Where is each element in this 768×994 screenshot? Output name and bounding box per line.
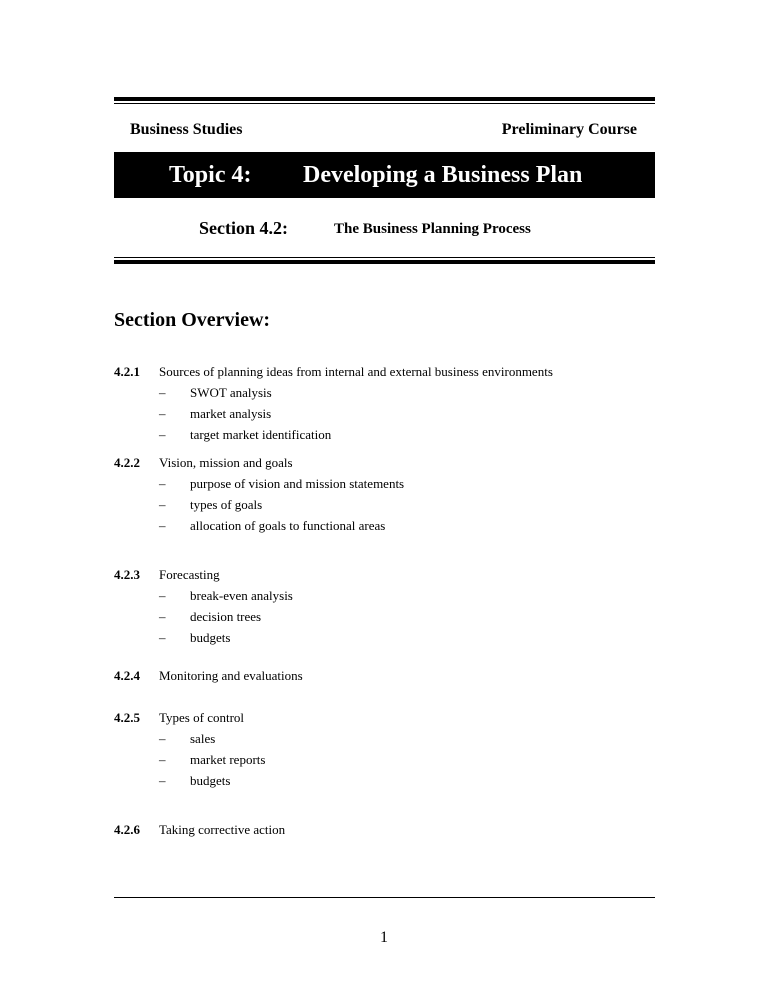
bullet-text: purpose of vision and mission statements bbox=[190, 476, 405, 491]
bullet-text: types of goals bbox=[190, 497, 263, 512]
header-bottom-double-rule bbox=[114, 257, 655, 264]
top-double-rule bbox=[114, 97, 655, 104]
bullet-text: break-even analysis bbox=[190, 588, 293, 603]
bullet-item bbox=[159, 473, 405, 494]
topic-label: Topic 4: bbox=[169, 162, 252, 188]
bullet-text: allocation of goals to functional areas bbox=[190, 518, 386, 533]
bullet-dash: – bbox=[159, 406, 166, 421]
item-text: Forecasting bbox=[159, 567, 220, 582]
item-text: Taking corrective action bbox=[159, 822, 286, 837]
bullet-dash: – bbox=[159, 427, 166, 442]
bullet-item bbox=[159, 494, 387, 515]
item-number: 4.2.5 bbox=[114, 710, 140, 725]
bullet-dash: – bbox=[159, 609, 166, 624]
item-bullet-list bbox=[159, 585, 293, 648]
page-number: 1 bbox=[380, 929, 388, 946]
bullet-text: market reports bbox=[190, 752, 266, 767]
item-text: Types of control bbox=[159, 710, 245, 725]
course-name: Business Studies bbox=[130, 121, 243, 138]
item-text: Monitoring and evaluations bbox=[159, 668, 303, 683]
bullet-dash: – bbox=[159, 497, 166, 512]
bullet-text: budgets bbox=[190, 773, 231, 788]
bullet-text: decision trees bbox=[190, 609, 262, 624]
bullet-item bbox=[159, 585, 293, 606]
bullet-item bbox=[159, 749, 266, 770]
bullet-dash: – bbox=[159, 773, 166, 788]
bullet-item bbox=[159, 728, 248, 749]
bullet-dash: – bbox=[159, 476, 166, 491]
section-number: Section 4.2: bbox=[199, 218, 288, 238]
item-bullet-list bbox=[159, 382, 332, 445]
bullet-item bbox=[159, 515, 387, 536]
bullet-dash: – bbox=[159, 518, 166, 533]
bullet-dash: – bbox=[159, 630, 166, 645]
bullet-text: sales bbox=[190, 731, 216, 746]
bullet-text: market analysis bbox=[190, 406, 272, 421]
bullet-dash: – bbox=[159, 752, 166, 767]
item-number: 4.2.6 bbox=[114, 822, 140, 837]
bullet-dash: – bbox=[159, 385, 166, 400]
bullet-dash: – bbox=[159, 731, 166, 746]
bullet-item bbox=[159, 382, 314, 403]
bullet-item bbox=[159, 606, 276, 627]
item-number: 4.2.3 bbox=[114, 567, 140, 582]
item-text: Sources of planning ideas from internal and external business environments bbox=[159, 364, 553, 379]
bullet-text: SWOT analysis bbox=[190, 385, 272, 400]
footer-rule bbox=[114, 897, 655, 898]
bullet-item bbox=[159, 403, 314, 424]
section-title: The Business Planning Process bbox=[334, 221, 531, 237]
item-text: Vision, mission and goals bbox=[159, 455, 293, 470]
topic-title: Developing a Business Plan bbox=[303, 162, 583, 188]
course-level: Preliminary Course bbox=[501, 121, 637, 138]
bullet-item bbox=[159, 627, 276, 648]
topic-banner bbox=[114, 152, 655, 198]
item-number: 4.2.4 bbox=[114, 668, 140, 683]
overview-heading: Section Overview: bbox=[114, 309, 271, 331]
item-number: 4.2.2 bbox=[114, 455, 140, 470]
bullet-item bbox=[159, 424, 332, 445]
bullet-text: budgets bbox=[190, 630, 231, 645]
bullet-dash: – bbox=[159, 588, 166, 603]
item-bullet-list bbox=[159, 728, 266, 791]
item-bullet-list bbox=[159, 473, 405, 536]
item-number: 4.2.1 bbox=[114, 364, 140, 379]
bullet-text: target market identification bbox=[190, 427, 332, 442]
bullet-item bbox=[159, 770, 248, 791]
